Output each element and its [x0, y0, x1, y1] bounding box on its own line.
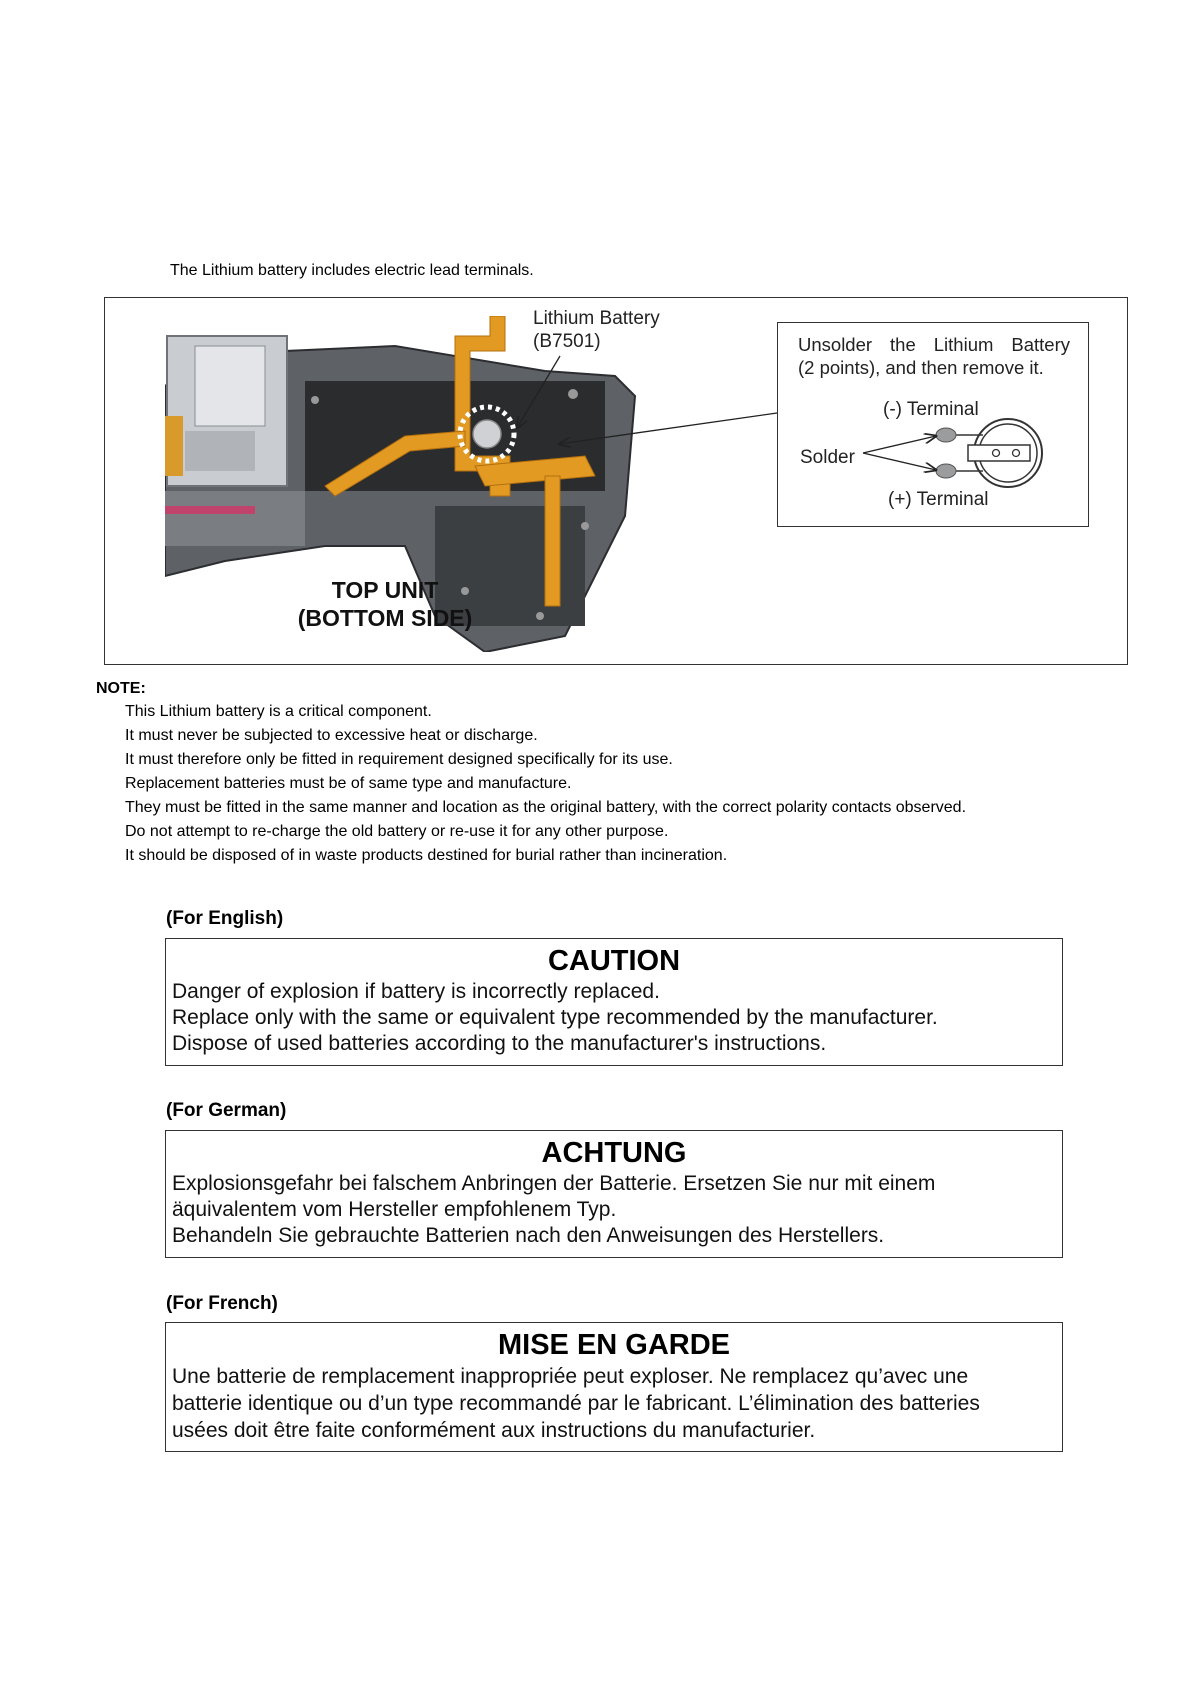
unit-title-line1: TOP UNIT — [331, 577, 439, 603]
achtung-line: Behandeln Sie gebrauchte Batterien nach den Anweisungen des Herstellers. — [172, 1224, 885, 1247]
french-heading: (For French) — [166, 1293, 278, 1314]
note-line: Replacement batteries must be of same type and manufacture. — [125, 775, 572, 792]
solder-label: Solder — [800, 447, 855, 468]
german-heading: (For German) — [166, 1100, 287, 1121]
note-line: It must therefore only be fitted in requirement designed specifically for its use. — [125, 751, 673, 768]
battery-terminal-diagram — [778, 323, 1090, 528]
callout-line1: Unsolder the Lithium Battery — [798, 334, 1070, 355]
mise-en-garde-line: batterie identique ou d’un type recommandé par le fabricant. L’élimination des batteries — [172, 1392, 980, 1415]
note-line: It should be disposed of in waste products destined for burial rather than incineration. — [125, 847, 728, 864]
callout-line2: (2 points), and then remove it. — [798, 357, 1044, 378]
note-line: It must never be subjected to excessive heat or discharge. — [125, 727, 538, 744]
achtung-line: äquivalentem vom Hersteller empfohlenem Typ. — [172, 1198, 617, 1221]
intro-text: The Lithium battery includes electric lead terminals. — [170, 262, 534, 279]
battery-label-name: Lithium Battery — [533, 308, 660, 329]
caution-line: Replace only with the same or equivalent type recommended by the manufacturer. — [172, 1006, 938, 1029]
caution-title: CAUTION — [547, 945, 681, 977]
note-heading: NOTE: — [96, 680, 146, 697]
caution-line: Danger of explosion if battery is incorrectly replaced. — [172, 980, 660, 1003]
mise-en-garde-line: Une batterie de remplacement inappropriée peut exploser. Ne remplacez qu’avec une — [172, 1365, 969, 1388]
note-line: This Lithium battery is a critical component. — [125, 703, 432, 720]
mise-en-garde-line: usées doit être faite conformément aux instructions du manufacturier. — [172, 1419, 816, 1442]
neg-terminal-label: (-) Terminal — [883, 399, 979, 420]
caution-box-english — [165, 938, 1063, 1066]
caution-box-french — [165, 1322, 1063, 1452]
figure-box — [104, 297, 1128, 665]
caution-box-german — [165, 1130, 1063, 1258]
unit-title-line2: (BOTTOM SIDE) — [297, 605, 473, 631]
unsolder-callout — [777, 322, 1089, 527]
note-line: They must be fitted in the same manner and location as the original battery, with the correct polarity contacts observed. — [125, 799, 967, 816]
mise-en-garde-title: MISE EN GARDE — [497, 1329, 731, 1361]
achtung-title: ACHTUNG — [541, 1137, 687, 1169]
caution-line: Dispose of used batteries according to the manufacturer's instructions. — [172, 1032, 827, 1055]
english-heading: (For English) — [166, 908, 284, 929]
battery-label-part: (B7501) — [533, 331, 601, 352]
pos-terminal-label: (+) Terminal — [888, 489, 989, 510]
note-line: Do not attempt to re-charge the old battery or re-use it for any other purpose. — [125, 823, 669, 840]
achtung-line: Explosionsgefahr bei falschem Anbringen der Batterie. Ersetzen Sie nur mit einem — [172, 1172, 936, 1195]
note-list — [125, 700, 966, 868]
